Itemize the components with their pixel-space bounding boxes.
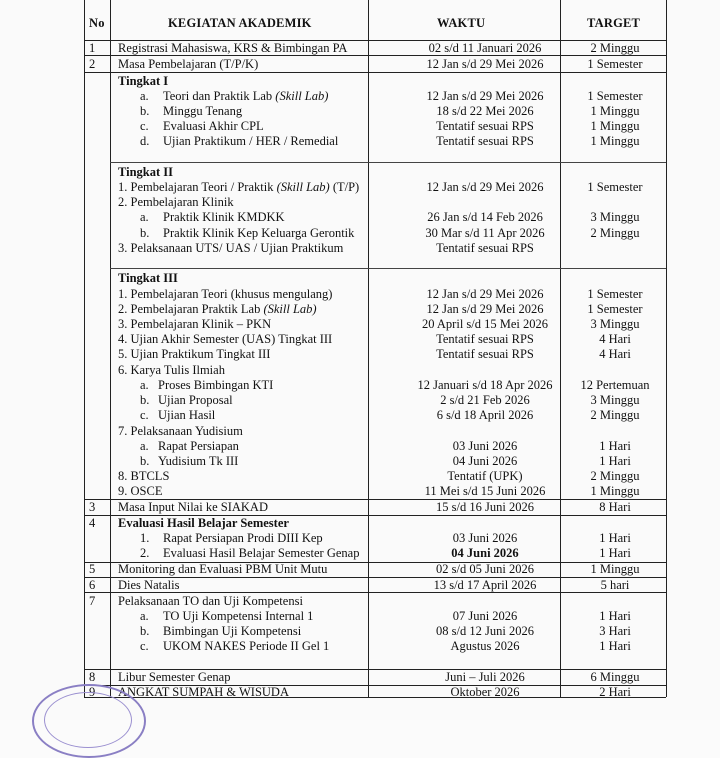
row-activity: Ujian Proposal: [158, 393, 233, 407]
row-time: 12 Januari s/d 18 Apr 2026: [417, 378, 553, 392]
row-activity-italic: (Skill Lab): [275, 89, 329, 103]
row-time: Tentatif (UPK): [447, 469, 523, 483]
row-activity: Dies Natalis: [118, 578, 180, 592]
row-number: 9: [89, 685, 96, 699]
table-border-right: [666, 0, 667, 697]
row-activity: Rapat Persiapan: [158, 439, 239, 453]
row-target: 1 Hari: [599, 639, 631, 653]
row-activity-text: Teori dan Praktik Lab: [163, 89, 276, 103]
row-activity: Masa Pembelajaran (T/P/K): [118, 57, 259, 71]
row-target: 1 Minggu: [590, 562, 640, 576]
row-time: Tentatif sesuai RPS: [436, 134, 534, 148]
row-target: 5 hari: [600, 578, 630, 592]
row-activity: Praktik Klinik KMDKK: [163, 210, 285, 224]
row-rule: [110, 268, 666, 269]
row-time: 2 s/d 21 Feb 2026: [440, 393, 530, 407]
row-target: 3 Minggu: [590, 210, 640, 224]
row-activity: Evaluasi Akhir CPL: [163, 119, 264, 133]
header-activity: KEGIATAN AKADEMIK: [168, 16, 312, 30]
row-activity: Rapat Persiapan Prodi DIII Kep: [163, 531, 323, 545]
row-activity: 5. Ujian Praktikum Tingkat III: [118, 347, 271, 361]
row-marker: b.: [140, 393, 150, 407]
row-marker: 1.: [140, 531, 150, 545]
row-marker: a.: [140, 609, 149, 623]
row-activity: Proses Bimbingan KTI: [158, 378, 274, 392]
row-marker: c.: [140, 408, 149, 422]
row-target: 1 Hari: [599, 454, 631, 468]
row-time: Tentatif sesuai RPS: [436, 332, 534, 346]
row-activity: Ujian Praktikum / HER / Remedial: [163, 134, 339, 148]
row-time: 15 s/d 16 Juni 2026: [436, 500, 534, 514]
row-target: 3 Hari: [599, 624, 631, 638]
row-target: 1 Hari: [599, 531, 631, 545]
section-heading: Evaluasi Hasil Belajar Semester: [118, 516, 289, 530]
row-marker: b.: [140, 454, 150, 468]
row-activity: 3. Pembelajaran Klinik – PKN: [118, 317, 272, 331]
row-activity: Registrasi Mahasiswa, KRS & Bimbingan PA: [118, 41, 348, 55]
row-time: 07 Juni 2026: [452, 609, 518, 623]
row-activity: Minggu Tenang: [163, 104, 243, 118]
row-target: 3 Minggu: [590, 393, 640, 407]
row-activity: 2. Pembelajaran Klinik: [118, 195, 234, 209]
row-time: 03 Juni 2026: [452, 531, 518, 545]
row-marker: d.: [140, 134, 150, 148]
row-time: 04 Juni 2026: [452, 454, 518, 468]
row-time: 12 Jan s/d 29 Mei 2026: [426, 287, 544, 301]
row-target: 3 Minggu: [590, 317, 640, 331]
row-target: 12 Pertemuan: [580, 378, 650, 392]
row-activity: Bimbingan Uji Kompetensi: [163, 624, 302, 638]
row-time: 12 Jan s/d 29 Mei 2026: [426, 57, 544, 71]
row-number: 3: [89, 500, 96, 514]
row-rule: [84, 55, 666, 56]
row-target: 1 Semester: [587, 89, 643, 103]
row-activity-suffix: (T/P): [329, 180, 360, 194]
header-target: TARGET: [587, 16, 641, 30]
row-time: 12 Jan s/d 29 Mei 2026: [426, 180, 544, 194]
row-time: 13 s/d 17 April 2026: [433, 578, 537, 592]
row-time: 26 Jan s/d 14 Feb 2026: [427, 210, 543, 224]
row-activity: 3. Pelaksanaan UTS/ UAS / Ujian Praktikum: [118, 241, 344, 255]
row-marker: 2.: [140, 546, 150, 560]
row-marker: c.: [140, 639, 149, 653]
row-time: 08 s/d 12 Juni 2026: [436, 624, 534, 638]
row-number: 4: [89, 516, 96, 530]
row-activity: Monitoring dan Evaluasi PBM Unit Mutu: [118, 562, 328, 576]
row-activity: TO Uji Kompetensi Internal 1: [163, 609, 314, 623]
row-target: 1 Hari: [599, 609, 631, 623]
row-time: Tentatif sesuai RPS: [436, 347, 534, 361]
row-time: 04 Juni 2026: [451, 546, 519, 560]
row-target: 1 Hari: [599, 439, 631, 453]
row-number: 1: [89, 41, 96, 55]
row-marker: c.: [140, 119, 149, 133]
row-activity: ANGKAT SUMPAH & WISUDA: [118, 685, 289, 699]
row-marker: a.: [140, 89, 149, 103]
header-time: WAKTU: [437, 16, 486, 30]
row-activity: [163, 89, 328, 103]
row-marker: a.: [140, 439, 149, 453]
row-time: 03 Juni 2026: [452, 439, 518, 453]
row-number: 5: [89, 562, 96, 576]
row-time: 11 Mei s/d 15 Juni 2026: [424, 484, 546, 498]
row-time: Tentatif sesuai RPS: [436, 119, 534, 133]
row-activity: 9. OSCE: [118, 484, 163, 498]
row-target: 2 Hari: [599, 685, 631, 699]
row-time: Tentatif sesuai RPS: [436, 241, 534, 255]
row-time: 18 s/d 22 Mei 2026: [436, 104, 534, 118]
row-activity-italic: (Skill Lab): [263, 302, 317, 316]
row-marker: b.: [140, 624, 150, 638]
row-marker: a.: [140, 210, 149, 224]
row-activity: Libur Semester Genap: [118, 670, 231, 684]
row-marker: a.: [140, 378, 149, 392]
row-target: 1 Hari: [599, 546, 631, 560]
row-target: 1 Minggu: [590, 484, 640, 498]
row-activity-text: 2. Pembelajaran Praktik Lab: [118, 302, 264, 316]
row-marker: b.: [140, 104, 150, 118]
row-target: 1 Semester: [587, 180, 643, 194]
row-activity: Evaluasi Hasil Belajar Semester Genap: [163, 546, 360, 560]
row-activity: 1. Pembelajaran Teori (khusus mengulang): [118, 287, 333, 301]
row-activity: 8. BTCLS: [118, 469, 170, 483]
row-activity: Praktik Klinik Kep Keluarga Gerontik: [163, 226, 355, 240]
row-number: 6: [89, 578, 96, 592]
row-target: 2 Minggu: [590, 41, 640, 55]
row-time: 12 Jan s/d 29 Mei 2026: [426, 302, 544, 316]
row-time: 02 s/d 11 Januari 2026: [428, 41, 542, 55]
row-activity: Pelaksanaan TO dan Uji Kompetensi: [118, 594, 303, 608]
header-no: No: [89, 16, 105, 30]
row-target: 8 Hari: [599, 500, 631, 514]
row-activity: Yudisium Tk III: [158, 454, 239, 468]
row-rule: [84, 592, 666, 593]
row-time: 6 s/d 18 April 2026: [436, 408, 534, 422]
row-activity: [118, 302, 317, 316]
row-activity: Masa Input Nilai ke SIAKAD: [118, 500, 268, 514]
row-number: 7: [89, 594, 96, 608]
row-activity: 6. Karya Tulis Ilmiah: [118, 363, 225, 377]
row-number: 2: [89, 57, 96, 71]
row-target: 4 Hari: [599, 332, 631, 346]
row-time: 12 Jan s/d 29 Mei 2026: [426, 89, 544, 103]
row-activity: 7. Pelaksanaan Yudisium: [118, 424, 243, 438]
row-activity: Ujian Hasil: [158, 408, 216, 422]
row-time: 02 s/d 05 Juni 2026: [436, 562, 534, 576]
row-target: 1 Semester: [587, 57, 643, 71]
row-time: 20 April s/d 15 Mei 2026: [421, 317, 549, 331]
row-time: Agustus 2026: [450, 639, 520, 653]
row-rule: [110, 162, 666, 163]
row-target: 6 Minggu: [590, 670, 640, 684]
row-target: 2 Minggu: [590, 226, 640, 240]
row-activity: 4. Ujian Akhir Semester (UAS) Tingkat III: [118, 332, 333, 346]
section-heading: Tingkat III: [118, 271, 178, 285]
row-rule: [84, 72, 666, 73]
section-heading: Tingkat II: [118, 165, 174, 179]
row-target: 2 Minggu: [590, 469, 640, 483]
row-number: 8: [89, 670, 96, 684]
row-target: 4 Hari: [599, 347, 631, 361]
row-target: 1 Minggu: [590, 119, 640, 133]
row-target: 1 Minggu: [590, 104, 640, 118]
row-target: 2 Minggu: [590, 408, 640, 422]
row-activity: UKOM NAKES Periode II Gel 1: [163, 639, 330, 653]
row-target: 1 Semester: [587, 302, 643, 316]
row-time: Oktober 2026: [450, 685, 520, 699]
row-activity: [118, 180, 359, 194]
official-stamp-inner-ring: [44, 692, 132, 748]
row-time: Juni – Juli 2026: [445, 670, 525, 684]
row-marker: b.: [140, 226, 150, 240]
row-target: 1 Minggu: [590, 134, 640, 148]
row-target: 1 Semester: [587, 287, 643, 301]
row-activity-text: 1. Pembelajaran Teori / Praktik: [118, 180, 277, 194]
section-heading: Tingkat I: [118, 74, 169, 88]
row-time: 30 Mar s/d 11 Apr 2026: [425, 226, 545, 240]
row-activity-italic: (Skill Lab): [276, 180, 330, 194]
